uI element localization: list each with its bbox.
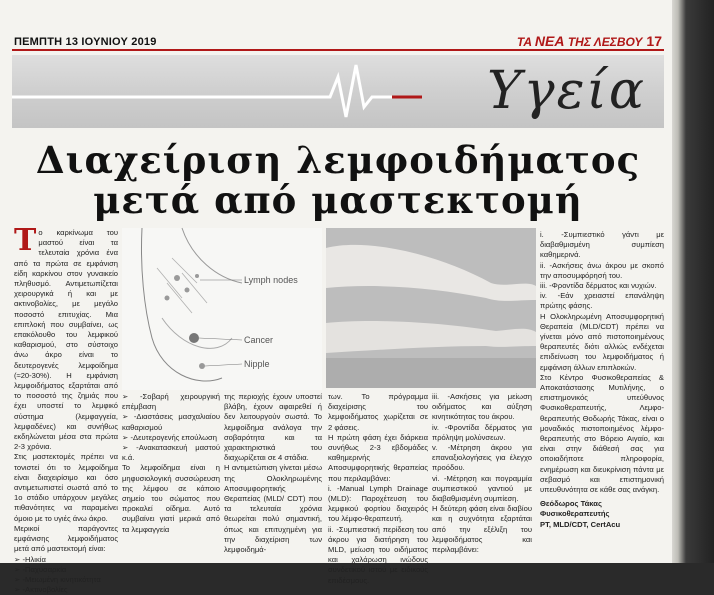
- list-item: ➢ -Σοβαρή χειρουργική επέμβαση: [122, 392, 220, 412]
- article-column-5: iii. -Ασκήσεις για μείωση οιδήματος και αύξηση κινητικότητας του άκρου. iv. -Φροντίδα δέρματος για πρόληψη μολύνσεων. v. -Μέτρηση άκρου για επαναξιολογήσεις για έλεγχο προόδου. vi. -Μέτρηση και πογραμμία συμπιεστικού γαντιού με διαβαθμισμένη συμπίεση. Η δεύτερη φάση είναι διαβίου και η συχνότητα εξαρτάται από την εξέλιξη του λεμφοιδήματος και περιλαμβάνει:: [432, 392, 532, 555]
- article-column-2: ➢ -Σοβαρή χειρουργική επέμβαση ➢ -Διαστάσεις μασχαλιαίου καθαρισμού ➢ -Δευτερογενής επούλωση ➢ -Ανακατασκευή μαστού κ.ά. Το λεμφοίδημα είναι η μηφυσιολογική συσσώρευση της λέμφου σε κάποιο σημείο του σώματος που προκαλεί οίδημα. Αυτό συμβαίνει γιατί μερικά από τα λεμφαγγεία: [122, 392, 220, 534]
- list-item: v. -Μέτρηση άκρου για επαναξιολογήσεις για έλεγχο προόδου.: [432, 443, 532, 473]
- list-item: ii. -Ασκήσεις άνω άκρου με σκοπό την αποσυμφόρησή του.: [540, 260, 664, 280]
- list-item: ii. -Συμπιεστική περίδεση του άκρου για διατήρηση του MLD, μείωση του οιδήματος και χαλάρωση ινώδους συνδετικού ιστού με ειδικούς επιδέσμους.: [328, 524, 428, 585]
- label-lymph-nodes: Lymph nodes: [244, 275, 298, 285]
- list-item: iv. -Εάν χρειαστεί επανάληψη πρώτης φάσης.: [540, 291, 664, 311]
- list-item: ➢ -Ηλικία: [14, 554, 46, 564]
- author-title: Φυσικοθεραπευτής: [540, 509, 610, 519]
- masthead: [517, 33, 662, 49]
- section-name: Υγεία: [487, 61, 646, 121]
- list-item: i. -Συμπιεστικό γάντι με διαβαθμισμένη συμπίεση καθημερινά.: [540, 230, 664, 260]
- label-cancer: Cancer: [244, 335, 274, 345]
- list-item: i. -Manual Lymph Drainage (MLD): Παροχέτευση του λεμφικού φορτίου διαχειρός του λέμφο-θεραπευτή.: [328, 483, 428, 524]
- drop-cap: Τ: [14, 223, 37, 258]
- list-item: iv. -Φροντίδα δέρματος για πρόληψη μολύνσεων.: [432, 422, 532, 442]
- section-banner: [12, 55, 664, 128]
- arms-photo-image: [326, 228, 536, 388]
- breast-anatomy-illustration: [122, 228, 322, 390]
- anatomy-drawing-icon: [122, 228, 322, 390]
- author-credentials: PT, MLD/CDT, CertAcu: [540, 519, 621, 529]
- list-item: iii. -Ασκήσεις για μείωση οιδήματος και αύξηση κινητικότητας του άκρου.: [432, 392, 532, 422]
- paper-name: ΤΑ ΝΕΑ ΤΗΣ ΛΕΣΒΟΥ: [516, 33, 643, 49]
- author-name: Θεόδωρος Τάκας: [540, 499, 602, 509]
- page-number: 17: [646, 33, 662, 49]
- issue-date: ΠΕΜΠΤΗ 13 ΙΟΥΝΙΟΥ 2019: [14, 36, 157, 48]
- article-column-4: των. Το πρόγραμμα διαχείρισης του λεμφοιδήματος χωρίζεται σε 2 φάσεις. Η πρώτη φάση έχει διάρκεια συνήθως 2-3 εβδομάδες καθημερινής Αποσυμφορητικής θεραπείας που περιλαμβάνει: i. -Manual Lymph Drainage (MLD): Παροχέτευση του λεμφικού φορτίου διαχειρός του λέμφο-θεραπευτή. ii. -Συμπιεστική περίδεση του άκρου για διατήρηση του MLD, μείωση του οιδήματος και χαλάρωση ινώδους συνδετικού ιστού με ειδικούς επιδέσμους.: [328, 392, 428, 585]
- label-nipple: Nipple: [244, 359, 270, 369]
- header-rule: [12, 49, 664, 51]
- list-item: ➢ -Ανακατασκευή μαστού κ.ά.: [122, 443, 220, 463]
- list-item: iii. -Φροντίδα δέρματος και νυχιών.: [540, 281, 657, 291]
- list-item: ➢ -Μειωμένη κινητικότητα: [14, 574, 101, 584]
- article-column-6: i. -Συμπιεστικό γάντι με διαβαθμισμένη συμπίεση καθημερινά. ii. -Ασκήσεις άνω άκρου με σκοπό την αποσυμφόρησή του. iii. -Φροντίδα δέρματος και νυχιών. iv. -Εάν χρειαστεί επανάληψη πρώτης φάσης. Η Ολοκληρωμένη Αποσυμφορητική Θεραπεία (MLD/CDT) πρέπει να γίνεται μόνο από πιστοποιημένους θεραπευτές διότι αλλιώς ενδέχεται επιδείνωση του λεμφοιδήματος ή εμφάνιση άλλων επιπλοκών. Στο Κέντρο Φυσικοθεραπείας & Αποκατάστασης Μυτιλήνης, ο επιστημονικός υπεύθυνος Φυσικοθεραπευτής, Λεμφο-θεραπευτής Θοδωρής Τάκας, είναι ο μοναδικός πιστοποιημένος λέμφο-θεραπευτής στο Βόρειο Αιγαίο, και είναι στην διάθεσή σας για οποιαδήποτε πληροφορία, ενημέρωση και διευκρίνιση πάντα με σεβασμό και επιστημονική υπευθυνότητα σε κάθε σας ανάγκη. Θεόδωρος Τάκας Φυσικοθεραπευτής PT, MLD/CDT, CertAcu: [540, 230, 664, 529]
- list-item: ➢ -Δευτερογενής επούλωση: [122, 432, 217, 442]
- article-column-1: Το καρκίνωμα του μαστού είναι τα τελευταία χρόνια ένα από τα πρώτα σε εμφάνιση είδη καρκίνου στον γυναικείο πληθυσμό. Αντιμετωπίζεται χειρουργικά ή και με ακτινοβολίες, με μεγάλο ποσοστό επιτυχίας. Μια επιπλοκή που συμβαίνει, ως επακόλουθο του λεμφικού καθαρισμού, στο σύστοιχο άνω άκρο είναι το δευτερογενές λεμφοίδημα (≈20-30%). Η εμφάνιση λεμφοιδήματος εξαρτάται από το ποσοστό της ζημιάς που έχει υποστεί το λεμφικό σύστημα (λεμφαγγεία, λεμφαδένες) και συνήθως εκδηλώνεται μέσα στα πρώτα 2-3 χρόνια. Στις μαστεκτομές πρέπει να τονιστεί ότι το λεμφοίδημα είναι διαχειρίσιμο και όσο αντιμετωπιστεί σωστά από το 1ο στάδιο υπάρχουν μεγάλες πιθανότητες να παραμείνει όμοιο με το υγιές άνω άκρο. Μερικοί παράγοντες εμφάνισης λεμφοιδήματος μετά από μαστεκτομή είναι: ➢ -Ηλικία ➢ -Παχυσαρκία ➢ -Μειωμένη κινητικότητα ➢ -Ακτινοβολίες: [14, 223, 118, 595]
- article-column-3: της περιοχής έχουν υποστεί βλάβη, έχουν αφαιρεθεί ή δεν λειτουργούν σωστά. Το λεμφοίδημα ανάλογα την σοβαρότητα και τα χαρακτηριστικά του διαχωρίζεται σε 4 στάδια. Η αντιμετώπιση γίνεται μέσω της Ολοκληρωμένης Αποσυμφορητικής Θεραπείας (MLD/ CDT) που τα τελευταία χρόνια θεωρείται πολύ σημαντική, όπως και επιτυχημένη για την διαχείριση των λεμφοιδημά-: [224, 392, 322, 555]
- list-item: ➢ -Ακτινοβολίες: [14, 585, 68, 595]
- page-edge: [672, 0, 714, 563]
- arms-photo: [326, 228, 536, 388]
- article-title: Διαχείριση λεμφοιδήματος μετά από μαστεκτομή: [35, 138, 641, 222]
- list-item: vi. -Μέτρηση και πογραμμία συμπιεστικού γαντιού με διαβαθμισμένη συμπίεση.: [432, 473, 532, 504]
- list-item: ➢ -Παχυσαρκία: [14, 564, 67, 574]
- list-item: ➢ -Διαστάσεις μασχαλιαίου καθαρισμού: [122, 412, 220, 432]
